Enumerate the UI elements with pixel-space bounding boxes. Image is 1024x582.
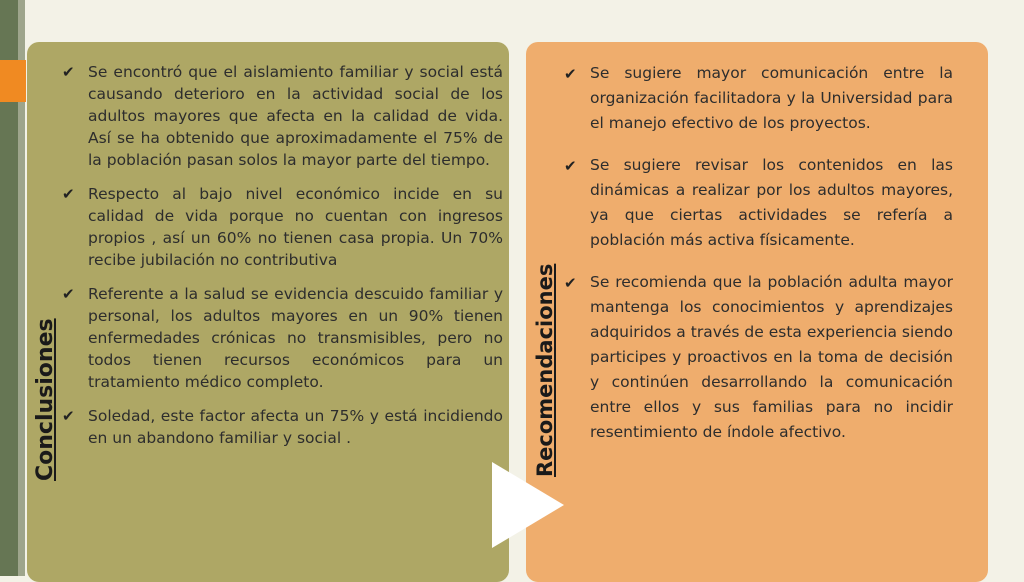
check-icon: ✔ (564, 274, 577, 292)
list-item (564, 153, 953, 253)
list-item-text: Se sugiere revisar los contenidos en las dinámicas a realizar por los adultos mayores, ya que ciertas actividades se refería a población más activa físicamente. (590, 156, 953, 249)
list-item (62, 283, 503, 393)
check-icon: ✔ (62, 185, 75, 203)
list-item-text: Se sugiere mayor comunicación entre la organización facilitadora y la Universidad para el manejo efectivo de los proyectos. (590, 64, 953, 132)
recomendaciones-title: Recomendaciones (533, 263, 557, 477)
list-item (564, 270, 953, 445)
list-item-text: Respecto al bajo nivel económico incide en su calidad de vida porque no cuentan con ingresos propios , así un 60% no tienen casa propia. Un 70% recibe jubilación no contributiva (88, 185, 503, 269)
chevron-arrow-icon (492, 462, 564, 548)
recomendaciones-list (564, 61, 953, 462)
check-icon: ✔ (564, 157, 577, 175)
list-item (62, 183, 503, 271)
list-item-text: Se recomienda que la población adulta mayor mantenga los conocimientos y aprendizajes adquiridos a través de esta experiencia siendo participes y proactivos en la toma de decisión y continúen desarrollando la comunicación entre ellos y sus familias para no incidir resentimiento de índole afectivo. (590, 273, 953, 441)
accent-tab (0, 60, 26, 102)
check-icon: ✔ (62, 63, 75, 81)
list-item-text: Soledad, este factor afecta un 75% y está incidiendo en un abandono familiar y social . (88, 407, 503, 447)
check-icon: ✔ (62, 285, 75, 303)
list-item-text: Se encontró que el aislamiento familiar y social está causando deterioro en la actividad social de los adultos mayores que afecta en la calidad de vida. Así se ha obtenido que aproximadamente el 75% de la población pasan solos la mayor parte del tiempo. (88, 63, 503, 169)
check-icon: ✔ (564, 65, 577, 83)
list-item-text: Referente a la salud se evidencia descuido familiar y personal, los adultos mayores en un 90% tienen enfermedades crónicas no transmisibles, pero no todos tienen recursos económicos para un tratamiento médico completo. (88, 285, 503, 391)
check-icon: ✔ (62, 407, 75, 425)
conclusiones-list (62, 61, 503, 461)
list-item (62, 61, 503, 171)
list-item (62, 405, 503, 449)
list-item (564, 61, 953, 136)
conclusiones-title: Conclusiones (33, 318, 58, 481)
